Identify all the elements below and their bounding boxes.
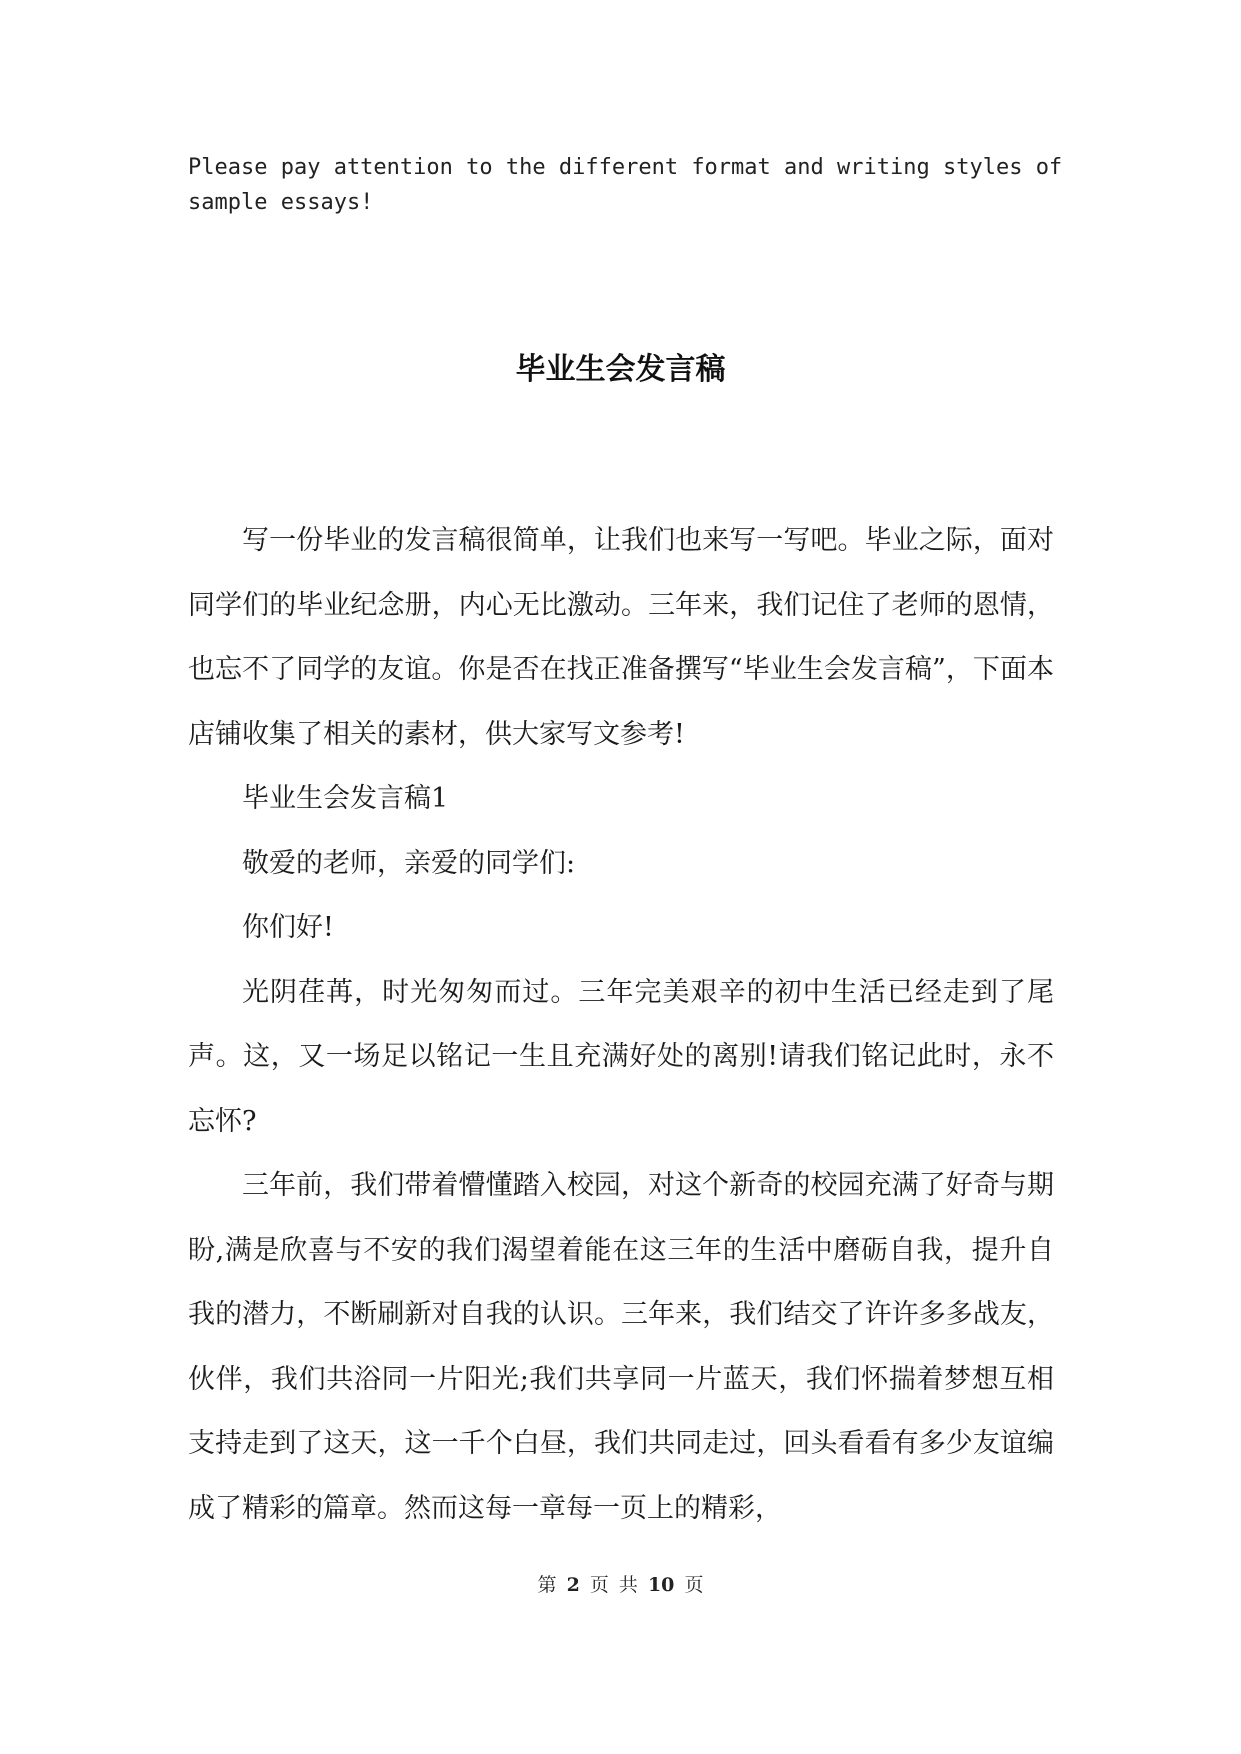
format-notice: Please pay attention to the different format and writing styles of sample essays! [188, 155, 1063, 215]
body-paragraph: 三年前，我们带着懵懂踏入校园，对这个新奇的校园充满了好奇与期盼,满是欣喜与不安的我们渴望着能在这三年的生活中磨砺自我，提升自我的潜力，不断刷新对自我的认识。三年来，我们结交了许许多多战友，伙伴，我们共浴同一片阳光;我们共享同一片蓝天，我们怀揣着梦想互相支持走到了这天，这一千个白昼，我们共同走过，回头看看有多少友谊编成了精彩的篇章。然而这每一章每一页上的精彩， [188, 1170, 1054, 1524]
document-title: 毕业生会发言稿 [515, 352, 726, 387]
footer-prefix: 第 [537, 1574, 557, 1596]
speech-heading: 毕业生会发言稿1 [242, 783, 449, 814]
total-pages-number: 10 [647, 1574, 675, 1596]
salutation: 敬爱的老师，亲爱的同学们: [242, 847, 576, 879]
body-paragraph: 光阴荏苒，时光匆匆而过。三年完美艰辛的初中生活已经走到了尾声。这，又一场足以铭记一生且充满好处的离别!请我们铭记此时，永不忘怀? [188, 976, 1054, 1137]
intro-paragraph: 写一份毕业的发言稿很简单，让我们也来写一写吧。毕业之际，面对同学们的毕业纪念册，内心无比激动。三年来，我们记住了老师的恩情，也忘不了同学的友谊。你是否在找正准备撰写“毕业生会发言稿”，下面本店铺收集了相关的素材，供大家写文参考! [188, 525, 1054, 750]
document-body [188, 509, 1054, 1541]
greeting: 你们好! [242, 912, 334, 943]
footer-suffix: 页 [684, 1574, 704, 1596]
current-page-number: 2 [566, 1574, 580, 1596]
page-footer [0, 1572, 1241, 1598]
footer-middle: 页 共 [589, 1574, 638, 1596]
